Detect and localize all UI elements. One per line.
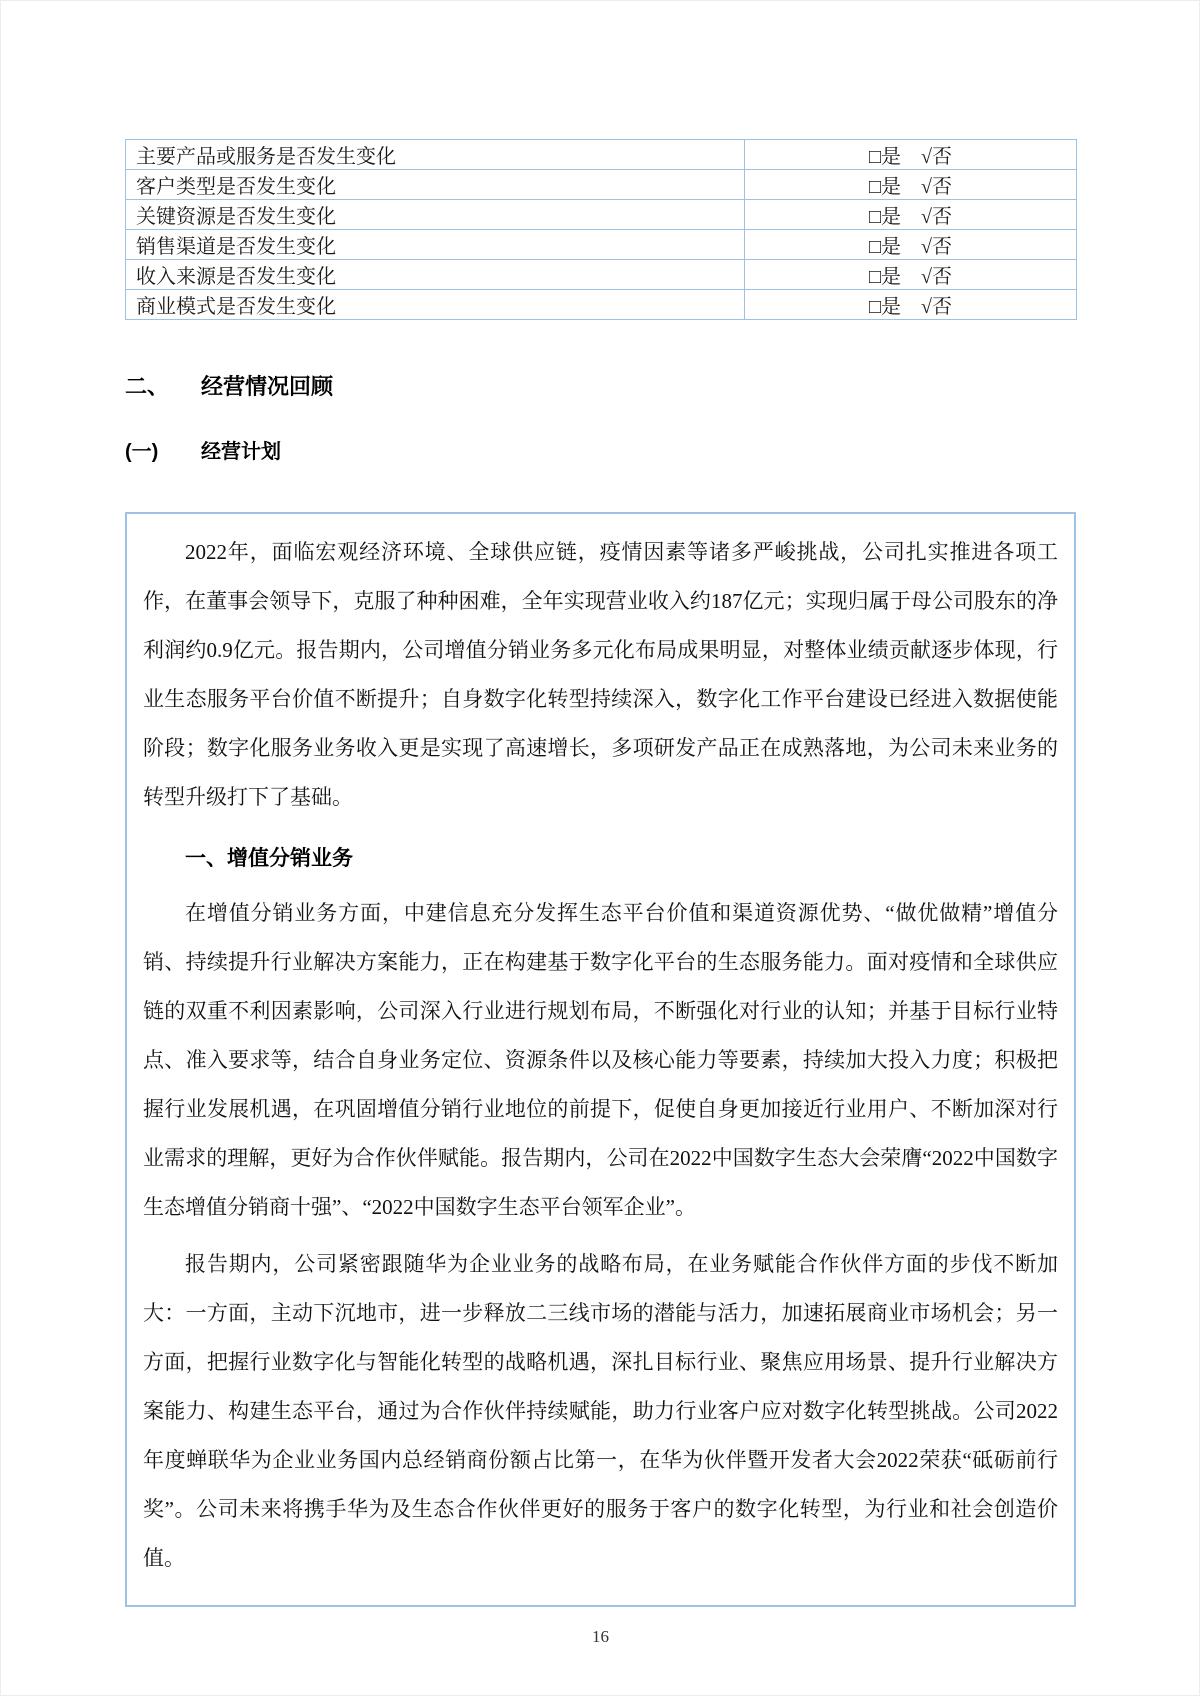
row-answer: [745, 140, 1077, 170]
page-number: 16: [592, 1627, 609, 1646]
row-label: 销售渠道是否发生变化: [126, 230, 745, 260]
paragraph-overview: 2022年，面临宏观经济环境、全球供应链，疫情因素等诸多严峻挑战，公司扎实推进各项工作，在董事会领导下，克服了种种困难，全年实现营业收入约187亿元；实现归属于母公司股东的净利润约0.9亿元。报告期内，公司增值分销业务多元化布局成果明显，对整体业绩贡献逐步体现，行业生态服务平台价值不断提升；自身数字化转型持续深入，数字化工作平台建设已经进入数据使能阶段；数字化服务业务收入更是实现了高速增长，多项研发产品正在成熟落地，为公司未来业务的转型升级打下了基础。: [143, 540, 1058, 809]
subsection-heading: [125, 438, 1076, 466]
table-row: [126, 230, 1077, 260]
section-title: 经营情况回顾: [201, 374, 334, 399]
operating-plan-text-box: [125, 512, 1076, 1607]
row-label: 主要产品或服务是否发生变化: [126, 140, 745, 170]
paragraph-huawei: 报告期内，公司紧密跟随华为企业业务的战略布局，在业务赋能合作伙伴方面的步伐不断加大：一方面，主动下沉地市，进一步释放二三线市场的潜能与活力，加速拓展商业市场机会；另一方面，把握行业数字化与智能化转型的战略机遇，深扎目标行业、聚焦应用场景、提升行业解决方案能力、构建生态平台，通过为合作伙伴持续赋能，助力行业客户应对数字化转型挑战。公司2022年度蝉联华为企业业务国内总经销商份额占比第一，在华为伙伴暨开发者大会2022荣获“砥砺前行奖”。公司未来将携手华为及生态合作伙伴更好的服务于客户的数字化转型，为行业和社会创造价值。: [143, 1252, 1058, 1570]
table-row: [126, 170, 1077, 200]
no-option-checked: √否: [921, 206, 953, 228]
box-subheading-distribution: 一、增值分销业务: [185, 847, 353, 870]
no-option-checked: √否: [921, 236, 953, 258]
yes-option-unchecked: □是: [868, 206, 902, 228]
section-number: 二、: [125, 374, 170, 399]
row-label: 收入来源是否发生变化: [126, 260, 745, 290]
row-answer: [745, 200, 1077, 230]
section-heading: [125, 372, 1076, 402]
subsection-title: 经营计划: [201, 441, 281, 463]
yes-option-unchecked: □是: [868, 176, 902, 198]
table-row: [126, 290, 1077, 320]
row-label: 客户类型是否发生变化: [126, 170, 745, 200]
paragraph-distribution: 在增值分销业务方面，中建信息充分发挥生态平台价值和渠道资源优势、“做优做精”增值分销、持续提升行业解决方案能力，正在构建基于数字化平台的生态服务能力。面对疫情和全球供应链的双重不利因素影响，公司深入行业进行规划布局，不断强化对行业的认知；并基于目标行业特点、准入要求等，结合自身业务定位、资源条件以及核心能力等要素，持续加大投入力度；积极把握行业发展机遇，在巩固增值分销行业地位的前提下，促使自身更加接近行业用户、不断加深对行业需求的理解，更好为合作伙伴赋能。报告期内，公司在2022中国数字生态大会荣膺“2022中国数字生态增值分销商十强”、“2022中国数字生态平台领军企业”。: [143, 901, 1058, 1219]
yes-option-unchecked: □是: [868, 266, 902, 288]
subsection-number: (一): [125, 441, 159, 463]
no-option-checked: √否: [921, 176, 953, 198]
yes-option-unchecked: □是: [868, 146, 902, 168]
row-label: 商业模式是否发生变化: [126, 290, 745, 320]
row-answer: [745, 230, 1077, 260]
table-row: [126, 200, 1077, 230]
table-row: [126, 260, 1077, 290]
row-answer: [745, 290, 1077, 320]
row-answer: [745, 170, 1077, 200]
yes-option-unchecked: □是: [868, 296, 902, 318]
business-change-table: [125, 139, 1077, 320]
row-label: 关键资源是否发生变化: [126, 200, 745, 230]
row-answer: [745, 260, 1077, 290]
no-option-checked: √否: [921, 146, 953, 168]
table-row: [126, 140, 1077, 170]
no-option-checked: √否: [921, 296, 953, 318]
yes-option-unchecked: □是: [868, 236, 902, 258]
page-content: [125, 1, 1076, 1647]
no-option-checked: √否: [921, 266, 953, 288]
